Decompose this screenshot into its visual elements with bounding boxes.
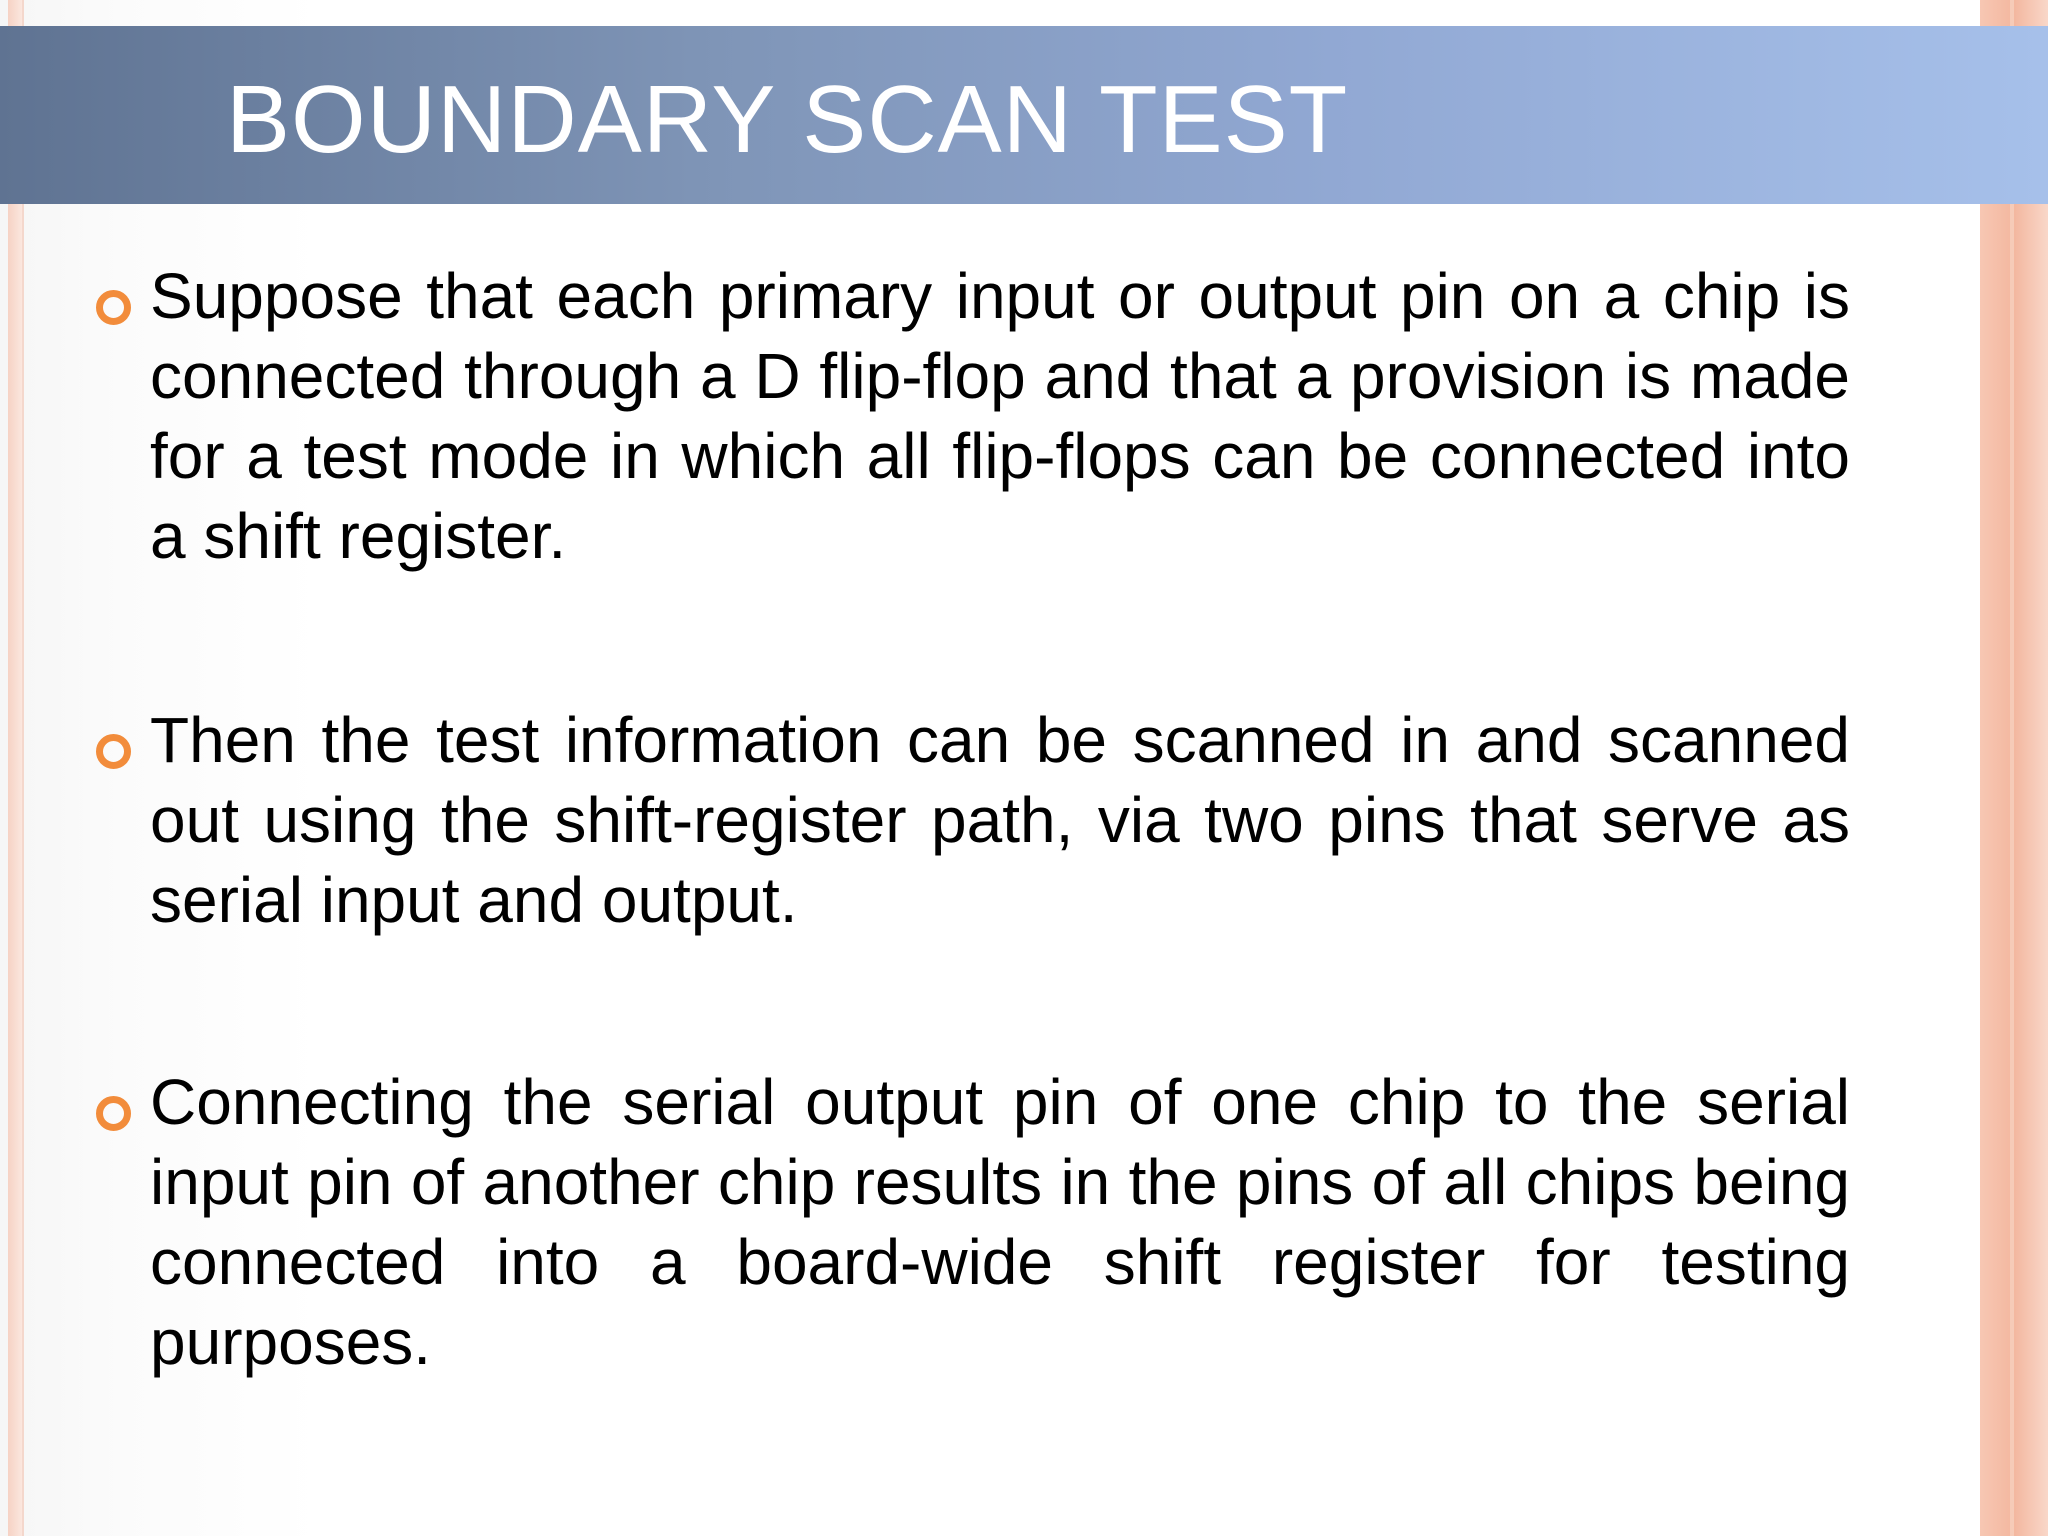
left-edge-stripe xyxy=(8,0,22,1536)
right-edge-stripe xyxy=(1980,0,2048,1536)
circle-bullet-icon xyxy=(96,1096,131,1131)
left-edge-line xyxy=(22,0,24,1536)
bullet-1-text: Suppose that each primary input or output pin on a chip is connected through a D flip-flop and that a provision is made for a test mode in which all flip-flops can be connected into a shift register. xyxy=(150,260,1850,572)
bullet-2-text: Then the test information can be scanned in and scanned out using the shift-register path, via two pins that serve as serial input and output. xyxy=(150,704,1850,936)
slide-title: BOUNDARY SCAN TEST xyxy=(226,66,1349,173)
circle-bullet-icon xyxy=(96,734,131,769)
bullet-3-text: Connecting the serial output pin of one chip to the serial input pin of another chip results in the pins of all chips being connected into a board-wide shift register for testing purposes. xyxy=(150,1066,1850,1378)
circle-bullet-icon xyxy=(96,290,131,325)
right-edge-line xyxy=(2010,0,2014,1536)
